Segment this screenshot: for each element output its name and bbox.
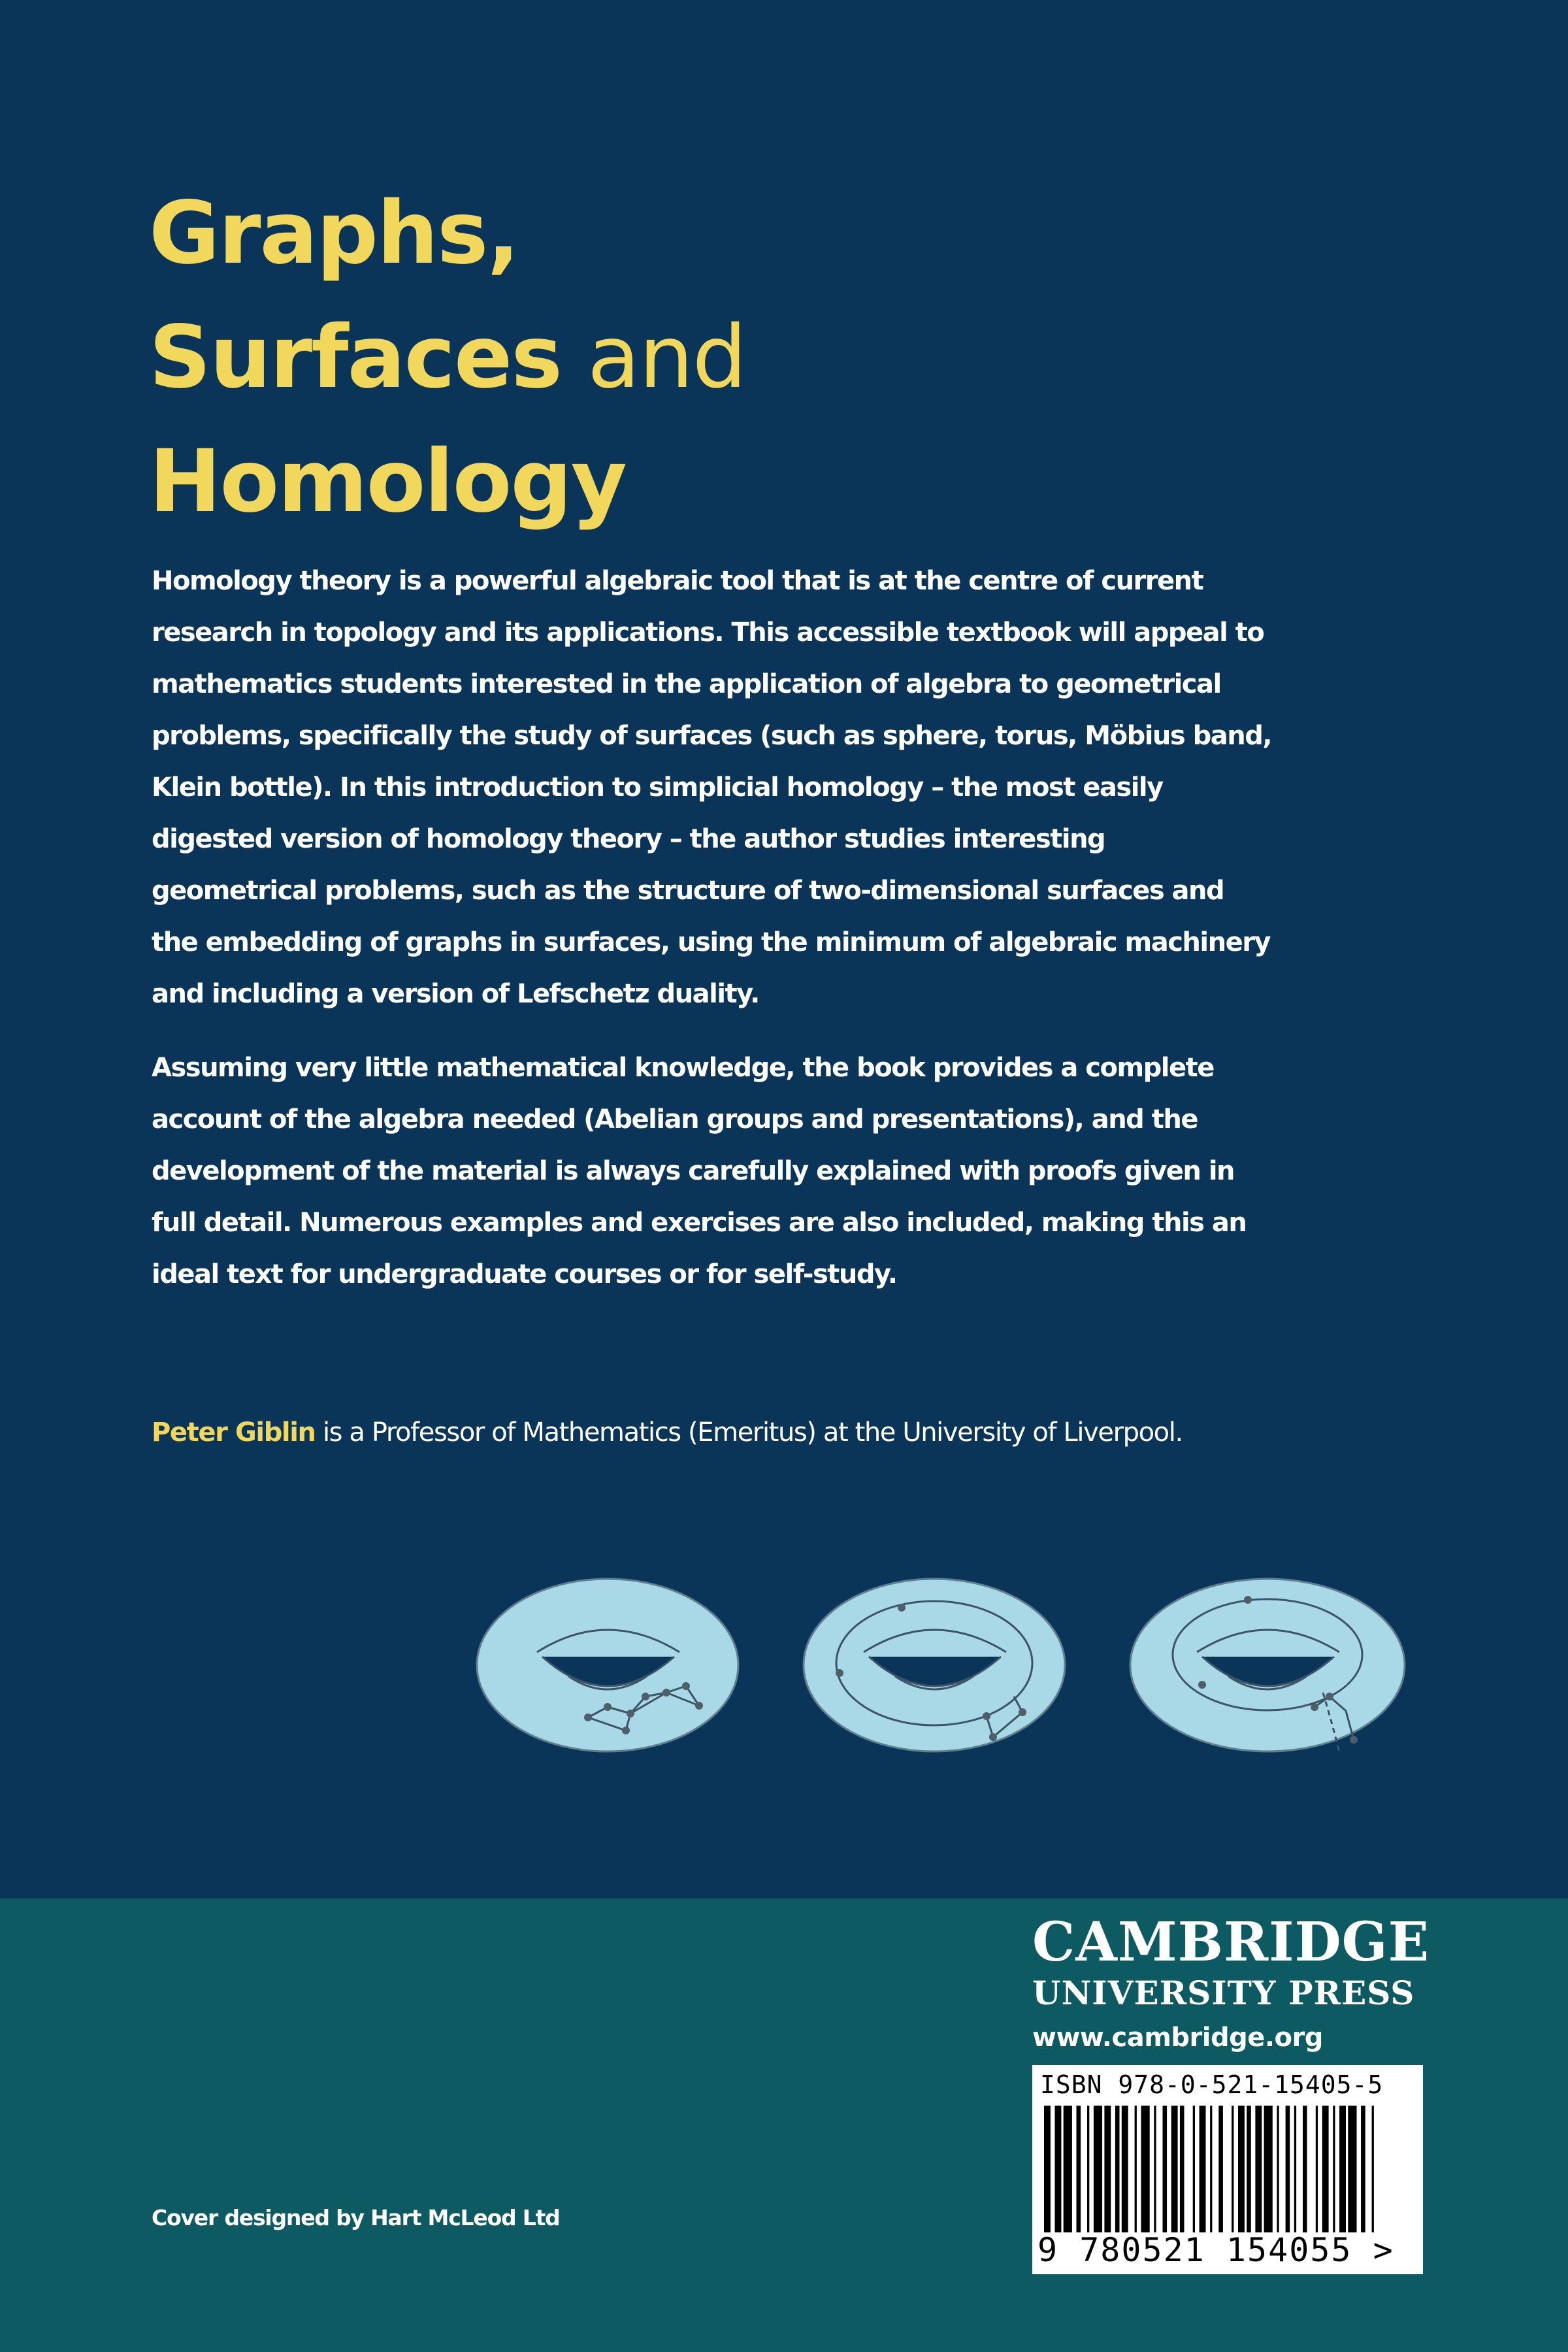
- barcode-bar: [1333, 2106, 1335, 2232]
- barcode-bar: [1044, 2106, 1051, 2232]
- barcode-digits: 9 780521 154055 >: [1037, 2231, 1394, 2269]
- barcode-bar: [1372, 2106, 1374, 2232]
- barcode-bar: [1115, 2106, 1120, 2232]
- barcode-bar: [1264, 2106, 1273, 2232]
- barcode-bar: [1361, 2106, 1365, 2232]
- title-line-1: Graphs,: [149, 183, 519, 284]
- publisher-press: UNIVERSITY PRESS: [1032, 1974, 1415, 2012]
- barcode-bar: [1154, 2106, 1156, 2232]
- title-line-2-light: and: [561, 307, 746, 408]
- barcode-bar: [1163, 2106, 1168, 2232]
- barcode-bar: [1200, 2106, 1206, 2232]
- author-bio-text: is a Professor of Mathematics (Emeritus) at the University of Liverpool.: [315, 1417, 1183, 1448]
- barcode-bar: [1303, 2106, 1307, 2232]
- barcode-bar: [1232, 2106, 1233, 2232]
- barcode-bar: [1193, 2106, 1195, 2232]
- barcode-bar: [1277, 2106, 1279, 2232]
- title-line-2-bold: Surfaces: [149, 307, 561, 408]
- torus-illustration-1: [477, 1579, 738, 1751]
- barcode-bar: [1348, 2106, 1356, 2232]
- barcode-bar: [1122, 2106, 1128, 2232]
- barcode-bar: [1247, 2106, 1251, 2232]
- barcode-bar: [1087, 2106, 1089, 2232]
- barcode-bar: [1064, 2106, 1072, 2232]
- author-bio: [152, 1406, 1426, 1459]
- barcode-bar: [1135, 2106, 1137, 2232]
- title-line-2: [149, 295, 745, 420]
- publisher-name: CAMBRIDGE: [1032, 1911, 1430, 1974]
- title-line-3: Homology: [149, 431, 626, 532]
- barcode-bar: [1218, 2106, 1223, 2232]
- barcode-bar: [1238, 2106, 1245, 2232]
- barcode-bar: [1104, 2106, 1111, 2232]
- barcode-bar: [1180, 2106, 1184, 2232]
- barcode-bar: [1339, 2106, 1346, 2232]
- barcode-bar: [1316, 2106, 1318, 2232]
- barcode-bars: [1041, 2106, 1414, 2232]
- torus-illustration-3: [1130, 1579, 1405, 1753]
- barcode-bar: [1210, 2106, 1212, 2232]
- barcode-bar: [1141, 2106, 1150, 2232]
- book-description: [152, 555, 1275, 1323]
- isbn-label: ISBN 978-0-521-15405-5: [1040, 2070, 1384, 2099]
- barcode-bar: [1171, 2106, 1178, 2232]
- book-title: [149, 171, 745, 544]
- cover-credit: Cover designed by Hart McLeod Ltd: [152, 2205, 560, 2230]
- barcode-bar: [1255, 2106, 1262, 2232]
- torus-illustrations: [470, 1568, 1418, 1764]
- description-paragraph-1: Homology theory is a powerful algebraic tool that is at the centre of current research in topology and its applications. This accessible textbook will appeal to mathematics students interested in the application of algebra to geometrical problems, specifically the study of surfaces (such as sphere, torus, Möbius band, Klein bottle). In this introduction to simplicial homology – the most easily digested version of homology theory – the author studies interesting geometrical problems, such as the structure of two-dimensional surfaces and the embedding of graphs in surfaces, using the minimum of algebraic machinery and including a version of Lefschetz duality.: [152, 566, 1272, 1009]
- publisher-logo: [1032, 1911, 1430, 2057]
- barcode-bar: [1055, 2106, 1062, 2232]
- barcode: [1032, 2065, 1423, 2274]
- author-name: Peter Giblin: [152, 1417, 316, 1448]
- barcode-bar: [1286, 2106, 1290, 2232]
- barcode-bar: [1294, 2106, 1296, 2232]
- barcode-bar: [1094, 2106, 1102, 2232]
- publisher-url: www.cambridge.org: [1032, 2023, 1323, 2053]
- barcode-bar: [1077, 2106, 1081, 2232]
- torus-illustration-2: [804, 1579, 1065, 1751]
- barcode-bar: [1322, 2106, 1329, 2232]
- description-paragraph-2: Assuming very little mathematical knowledge, the book provides a complete account of the algebra needed (Abelian groups and presentations), and the development of the material is always carefully explained with proofs given in full detail. Numerous examples and exercises are also included, making this an ideal text for undergraduate courses or for self-study.: [152, 1053, 1247, 1289]
